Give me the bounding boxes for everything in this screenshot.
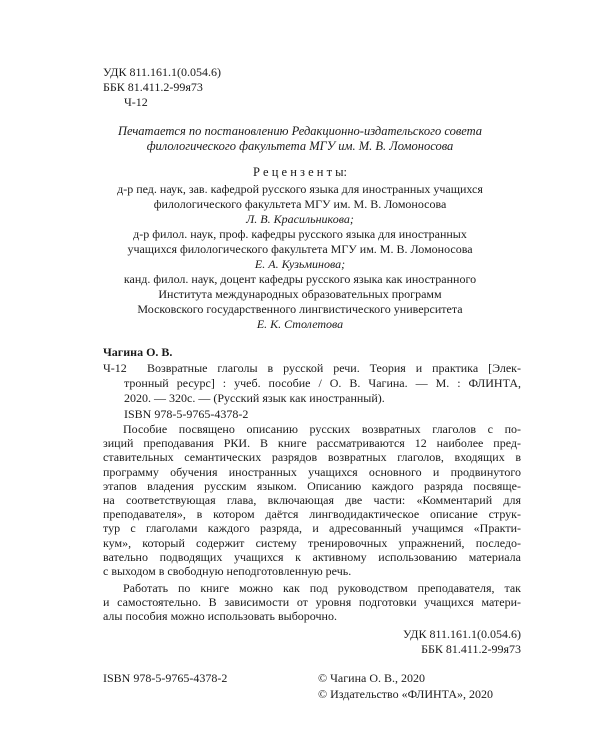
reviewer-1-line-1: д-р пед. наук, зав. кафедрой русского языка для иностранных учащихся bbox=[117, 182, 483, 196]
annotation-paragraph-1 bbox=[103, 422, 521, 578]
bibliography-line-2: тронный ресурс] : учеб. пособие / О. В. Чагина. — М. : ФЛИНТА, bbox=[124, 376, 521, 390]
annotation-line: зиций преподавания РКИ. В книге рассматриваются 12 наиболее пред- bbox=[103, 436, 521, 451]
annotation-line: тур с глаголами каждого разряда, и адресованный учащимся «Практи- bbox=[103, 521, 521, 536]
copyright-author: © Чагина О. В., 2020 bbox=[318, 671, 426, 685]
udk-code: УДК 811.161.1(0.054.6) bbox=[103, 65, 222, 79]
bibliography-line-1: Возвратные глаголы в русской речи. Теория и практика [Элек- bbox=[147, 361, 521, 375]
annotation-paragraph-2 bbox=[103, 581, 521, 624]
annotation-line: программу обучения иностранных учащихся основного и продвинутого bbox=[103, 464, 521, 479]
annotation-line: кум», который содержит систему тренировочных упражнений, последо- bbox=[103, 535, 521, 550]
bibliography-isbn: ISBN 978-5-9765-4378-2 bbox=[124, 407, 249, 421]
annotation-line: Работать по книге можно как под руководством преподавателя, так bbox=[123, 581, 521, 595]
reviewer-3-name: Е. К. Столетова bbox=[256, 317, 344, 331]
annotation-line: преподавателя», в котором даётся лингводидактическое описание струк- bbox=[103, 507, 521, 522]
reviewer-3-line-2: Института международных образовательных программ bbox=[158, 287, 442, 301]
annotation-line: этапов владения русским языком. Описанию каждого разряда посвяще- bbox=[103, 478, 521, 493]
annotation-line: Пособие посвящено описанию русских возвратных глаголов с по- bbox=[123, 422, 521, 436]
annotation-line: ставительных семантических разрядов возвратных глаголов, входящих в bbox=[103, 450, 521, 465]
reviewer-1-name: Л. В. Красильникова; bbox=[246, 212, 354, 226]
footer-bbk-code: ББК 81.411.2-99я73 bbox=[421, 642, 521, 656]
publication-note-line-2: филологического факультета МГУ им. М. В. Ломоносова bbox=[146, 139, 454, 153]
reviewer-2-line-2: учащихся филологического факультета МГУ им. М. В. Ломоносова bbox=[127, 242, 473, 256]
reviewer-2-line-1: д-р филол. наук, проф. кафедры русского языка для иностранных bbox=[133, 227, 467, 241]
annotation-line: на соответствующая глава, включающая две части: «Комментарий для bbox=[103, 492, 521, 507]
reviewer-3-line-3: Московского государственного лингвистического университета bbox=[137, 302, 463, 316]
annotation-line: вательно подводящих учащихся к активному использованию материала bbox=[103, 549, 521, 564]
bibliography-line-3: 2020. — 320с. — (Русский язык как иностранный). bbox=[124, 391, 385, 405]
annotation-line: и самостоятельно. В зависимости от уровня подготовки учащихся матери- bbox=[103, 595, 521, 610]
reviewers-heading: Р е ц е н з е н т ы: bbox=[252, 165, 348, 179]
reviewer-1-line-2: филологического факультета МГУ им. М. В. Ломоносова bbox=[153, 197, 447, 211]
copyright-publisher: © Издательство «ФЛИНТА», 2020 bbox=[318, 687, 494, 701]
reviewer-3-line-1: канд. филол. наук, доцент кафедры русского языка как иностранного bbox=[123, 272, 477, 286]
publication-note-line-1: Печатается по постановлению Редакционно-издательского совета bbox=[117, 124, 483, 138]
annotation-line: с выходом в свободную неподготовленную речь. bbox=[103, 563, 352, 578]
reviewer-2-name: Е. А. Кузьминова; bbox=[254, 257, 346, 271]
annotation-line: алы пособия можно использовать выборочно. bbox=[103, 609, 337, 624]
bibliography-mark: Ч-12 bbox=[103, 361, 127, 375]
author-mark: Ч-12 bbox=[124, 95, 148, 109]
bbk-code: ББК 81.411.2-99я73 bbox=[103, 80, 203, 94]
footer-isbn: ISBN 978-5-9765-4378-2 bbox=[103, 671, 228, 685]
bibliography-author: Чагина О. В. bbox=[103, 345, 173, 359]
footer-udk-code: УДК 811.161.1(0.054.6) bbox=[402, 627, 521, 641]
